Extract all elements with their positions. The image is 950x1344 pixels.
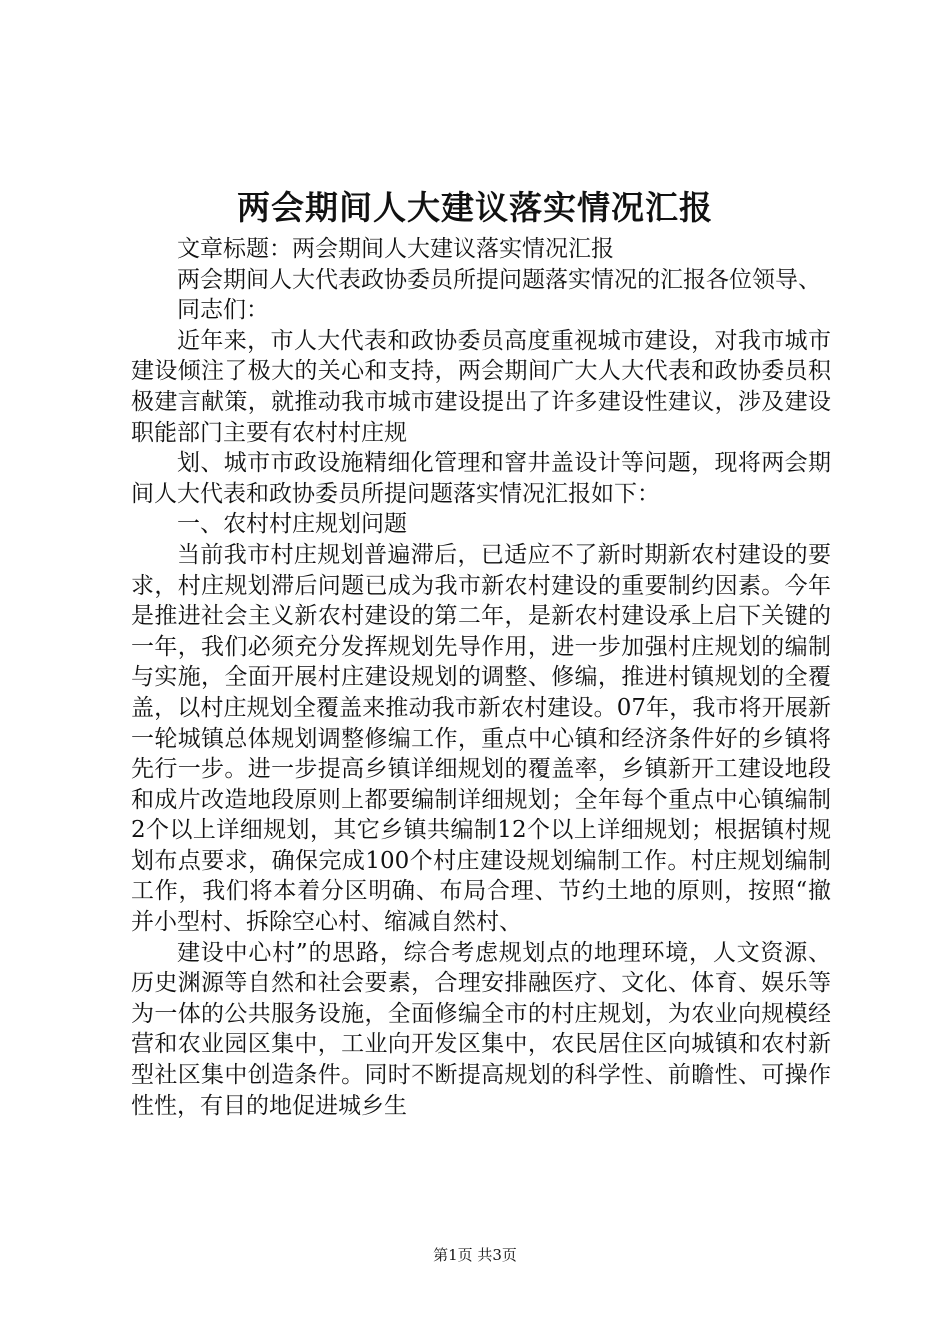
page-number-footer: 第1页 共3页 [433, 1246, 517, 1264]
paragraph-section-1-continued: 建设中心村”的思路，综合考虑规划点的地理环境，人文资源、历史渊源等自然和社会要素，合理安排融医疗、文化、体育、娱乐等为一体的公共服务设施，全面修编全市的村庄规划，为农业向规模经营和农业园区集中，工业向开发区集中，农民居住区向城镇和农村新型社区集中创造条件。同时不断提高规划的科学性、前瞻性、可操作性性，有目的地促进城乡生 [131, 939, 831, 1119]
paragraph-section-1-body: 当前我市村庄规划普遍滞后，已适应不了新时期新农村建设的要求，村庄规划滞后问题已成为我市新农村建设的重要制约因素。今年是推进社会主义新农村建设的第二年，是新农村建设承上启下关键的一年，我们必须充分发挥规划先导作用，进一步加强村庄规划的编制与实施，全面开展村庄建设规划的调整、修编，推进村镇规划的全覆盖，以村庄规划全覆盖来推动我市新农村建设。07年，我市将开展新一轮城镇总体规划调整修编工作，重点中心镇和经济条件好的乡镇将先行一步。进一步提高乡镇详细规划的覆盖率，乡镇新开工建设地段和成片改造地段原则上都要编制详细规划；全年每个重点中心镇编制2个以上详细规划，其它乡镇共编制12个以上详细规划；根据镇村规划布点要求，确保完成100个村庄建设规划编制工作。村庄规划编制工作，我们将本着分区明确、布局合理、节约土地的原则，按照“撤并小型村、拆除空心村、缩减自然村、 [131, 541, 831, 936]
paragraph-intro-continued: 划、城市市政设施精细化管理和窨井盖设计等问题，现将两会期间人大代表和政协委员所提问题落实情况汇报如下： [131, 450, 831, 507]
paragraph-intro: 近年来，市人大代表和政协委员高度重视城市建设，对我市城市建设倾注了极大的关心和支持，两会期间广大人大代表和政协委员积极建言献策，就推动我市城市建设提出了许多建设性建议，涉及建设职能部门主要有农村村庄规 [131, 327, 831, 446]
paragraph-article-title: 文章标题：两会期间人大建议落实情况汇报 [177, 236, 614, 262]
paragraph-salutation: 同志们： [177, 297, 269, 324]
section-heading-1: 一、农村村庄规划问题 [177, 511, 407, 538]
paragraph-report-heading: 两会期间人大代表政协委员所提问题落实情况的汇报各位领导、 [177, 266, 821, 293]
document-body [131, 234, 831, 1121]
document-title: 两会期间人大建议落实情况汇报 [237, 188, 713, 227]
